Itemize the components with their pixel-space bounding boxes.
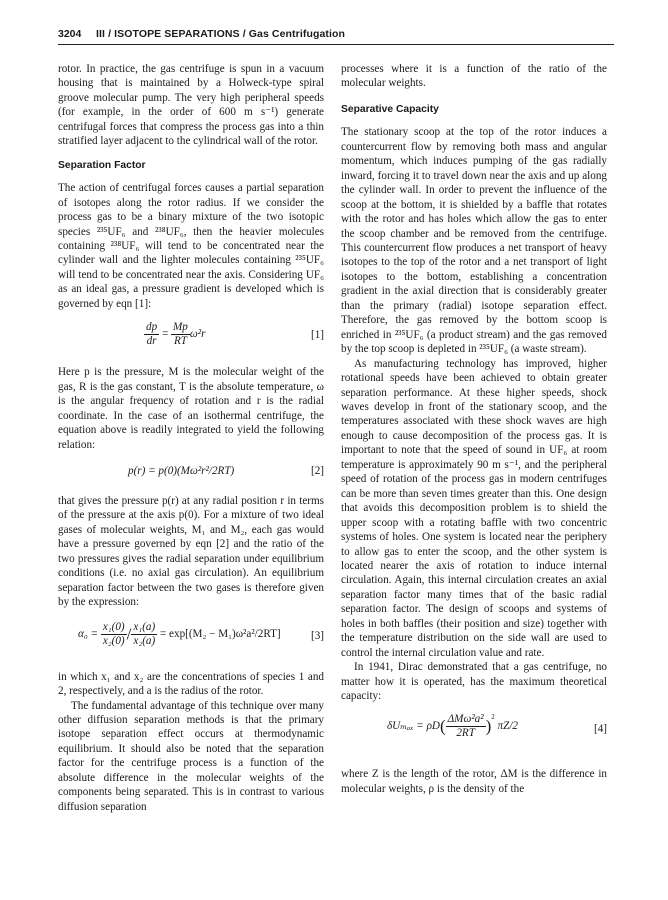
paragraph: As manufacturing technology has improved, higher rotational speeds have been achieved to obtain greater separation performance. At these higher speeds, shock waves develop in front of the stationary scoop, and the temperatures associated with these shock waves are high enough to cause decomposition of the process gas. It is important to note that the speed of sound in UF₆ at room temperature is approximately 90 m s⁻¹, and the peripheral speed of rotation of the process gas in modern centrifuges can be more than seven times greater than this. One design that avoids this decomposition problem is to shield the upper scoop with a rotating baffle with two concentric systems of holes. One system is located near the periphery to allow gas to enter the scoop, and the other system is located nearer the axis of rotation to induce internal circulation. Again, this internal circulation creates an axial separation factor many times that of the basic radial separation factor. The design of scoops and systems of holes in both baffles (their position and size) together with the temperature distribution on the side wall are used to control the internal circulation value and rate.: [341, 357, 607, 659]
eq1-number: [1]: [311, 329, 324, 342]
header-rule: [58, 44, 614, 45]
eq3-rhs: = exp[(M₂ − M₁)ω²a²/2RT]: [159, 627, 281, 640]
eq4-numerator: ΔMω²a²: [447, 713, 484, 726]
paragraph: that gives the pressure p(r) at any radial position r in terms of the pressure at the axis p(0). For a mixture of two ideal gases of molecular weights, M₁ and M₂, each gas would have a pressure governed by eqn [2] and the ratio of the two pressures gives the radial separation under equilibrium conditions (i.e. no axial gas circulation). An equilibrium separation factor between the two gases is therefore given by the expression:: [58, 494, 324, 609]
eq1-rhs-numerator: Mp: [173, 321, 188, 334]
paragraph: In 1941, Dirac demonstrated that a gas centrifuge, no matter how it is operated, has the maximum theoretical capacity:: [341, 661, 607, 703]
equation-1: [58, 319, 324, 353]
eq4-paren-open: (: [439, 716, 446, 736]
eq1-lhs-denominator: dr: [146, 335, 157, 348]
section-heading-separation-factor: Separation Factor: [58, 159, 146, 171]
eq3-number: [3]: [311, 629, 324, 642]
paragraph: Here p is the pressure, M is the molecular weight of the gas, R is the gas constant, T is the absolute temperature, ω is the angular frequency of rotation and r is the radial coordinate. In the case of an isothermal centrifuge, the equation above is readily integrated to yield the following relation:: [58, 366, 324, 451]
eq1-rhs-tail: ω²r: [189, 328, 206, 341]
running-header: [58, 27, 614, 43]
eq4-power: 2: [491, 713, 495, 722]
equation-3: [58, 618, 324, 656]
running-title: III / ISOTOPE SEPARATIONS / Gas Centrifugation: [96, 28, 346, 40]
eq1-lhs-numerator: dp: [146, 321, 158, 334]
section-heading-separative-capacity: Separative Capacity: [341, 103, 439, 115]
eq1-equals: =: [161, 328, 169, 341]
eq1-rhs-denominator: RT: [173, 335, 187, 348]
eq3-frac1-denominator: x₂(0): [102, 634, 125, 647]
eq3-lhs: α₀ =: [78, 627, 99, 640]
equation-4: [341, 709, 607, 753]
eq3-frac1-numerator: x₁(0): [102, 620, 125, 633]
eq4-tail: πZ/2: [497, 720, 518, 733]
paragraph: in which x₁ and x₂ are the concentrations of species 1 and 2, respectively, and a is the radius of the rotor.: [58, 670, 324, 698]
left-column: [58, 62, 324, 814]
paragraph: where Z is the length of the rotor, ΔM is the difference in molecular weights, ρ is the density of the: [341, 768, 607, 795]
equation-2: [58, 462, 324, 482]
paragraph: The action of centrifugal forces causes a partial separation of isotopes along the rotor radius. If we consider the process gas to be a binary mixture of the two isotopic species ²³⁵UF₆ and ²³⁸UF₆, then the heavier molecules containing ²³⁸UF₆ will tend to be concentrated near the cylinder wall and the lighter molecules containing ²³⁵UF₆ will tend to be concentrated near the axis. Considering UF₆ as an ideal gas, a pressure gradient is developed which is governed by eqn [1]:: [58, 182, 324, 310]
paragraph: The stationary scoop at the top of the rotor induces a countercurrent flow by removing both mass and angular momentum, which induces pumping of the gas radially inward, forcing it to travel down near the axis and up along the cylinder wall. In order to prevent the influence of the scoop at the bottom, it is shielded by a baffle that rotates with the rotor and has holes which allow the gas to enter the scoop chamber and be removed from the centrifuge. This countercurrent flow produces a net transport of heavy isotopes to the top of the rotor and a net transport of light isotopes to the bottom, establishing a concentration gradient in the axial direction that is considerably greater than the primary (radial) isotope separation effect. Therefore, the gas removed by the bottom scoop is enriched in ²³⁵UF₆ (a product stream) and the gas removed by the top scoop is depleted in ²³⁵UF₆ (a waste stream).: [341, 126, 607, 356]
paragraph: The fundamental advantage of this technique over many other diffusion separation methods is that the primary isotope separation effect occurs at thermodynamic equilibrium. It should also be noted that the separation factor for the centrifuge process is a function of the absolute difference in the molecular weights of the components being separated. This is in contrast to various diffusion separation: [58, 699, 324, 813]
paragraph-intro: rotor. In practice, the gas centrifuge is spun in a vacuum housing that is maintained by a Holweck-type spiral groove molecular pump. The very high peripheral speeds (for example, in the order of 600 m s⁻¹) generate centrifugal forces that compress the process gas into a thin stratified layer adjacent to the cylindrical wall of the rotor.: [58, 63, 324, 148]
page-number: 3204: [58, 28, 82, 40]
paragraph-continued: processes where it is a function of the ratio of the molecular weights.: [341, 63, 607, 90]
eq2-text: p(r) = p(0)(Mω²r²/2RT): [128, 464, 235, 477]
eq3-frac2-denominator: x₂(a): [133, 634, 156, 647]
right-column: [341, 62, 607, 796]
eq4-lhs: δUₘₐₓ = ρD: [387, 720, 440, 733]
eq3-slash: /: [126, 623, 132, 643]
eq2-number: [2]: [311, 464, 324, 477]
eq3-frac2-numerator: x₁(a): [133, 620, 156, 633]
eq4-denominator: 2RT: [456, 727, 475, 740]
eq4-number: [4]: [594, 723, 607, 736]
eq4-paren-close: ): [485, 716, 492, 736]
